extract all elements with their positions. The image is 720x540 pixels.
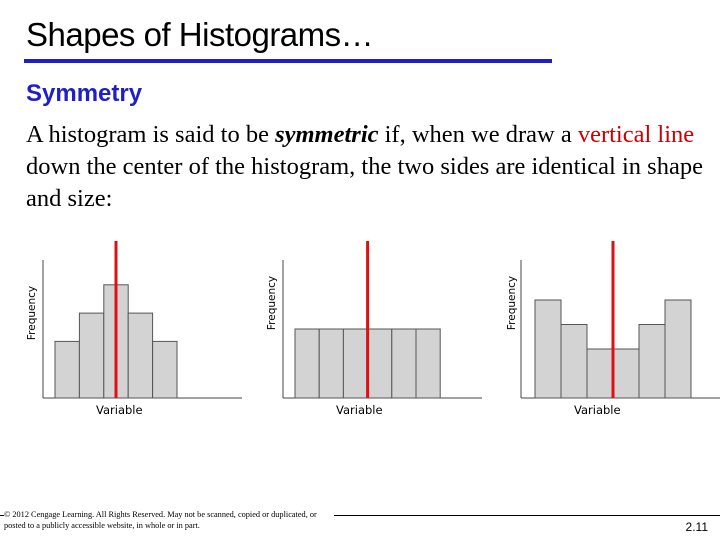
y-axis-label: Frequency — [506, 275, 518, 331]
histogram-bar — [128, 313, 152, 398]
emphasis-symmetric: symmetric — [275, 121, 379, 148]
section-heading: Symmetry — [26, 80, 143, 107]
x-axis-label: Variable — [336, 403, 383, 417]
histogram-bar — [295, 329, 319, 398]
body-text-part-3: down the center of the histogram, the two sides are identical in shape and size: — [26, 153, 703, 212]
body-text-part-2: if, when we draw a — [378, 121, 578, 148]
histogram-bar — [416, 329, 440, 398]
y-axis-label: Frequency — [26, 285, 38, 341]
body-paragraph — [26, 119, 716, 215]
body-text-part-1: A histogram is said to be — [26, 121, 276, 148]
histogram-bar — [153, 341, 177, 398]
histogram-bar — [613, 349, 639, 398]
histogram-bar — [368, 329, 392, 398]
slide-title: Shapes of Histograms… — [26, 16, 374, 53]
highlight-vertical-line: vertical line — [577, 121, 695, 148]
y-axis-label: Frequency — [266, 275, 278, 331]
histogram-bar — [561, 325, 587, 399]
histogram-bar — [319, 329, 343, 398]
title-underline — [24, 59, 552, 63]
histogram-symmetric-peaked — [22, 232, 242, 432]
histogram-bar — [639, 325, 665, 399]
x-axis-label: Variable — [574, 403, 621, 417]
histogram-plot — [22, 232, 242, 432]
histogram-bar — [343, 329, 367, 398]
page-number: 2.11 — [685, 520, 708, 534]
copyright-notice: © 2012 Cengage Learning. All Rights Reserved. May not be scanned, copied or duplicated, or posted to a publicly accessible website, in whole or in part. — [4, 509, 334, 531]
histogram-bar — [665, 300, 691, 398]
histogram-symmetric-uniform — [262, 232, 482, 432]
x-axis-label: Variable — [96, 403, 143, 417]
histogram-bar — [587, 349, 613, 398]
histogram-bar — [535, 300, 561, 398]
histogram-symmetric-bimodal — [502, 232, 720, 432]
histogram-bar — [79, 313, 103, 398]
histogram-plot — [262, 232, 482, 432]
histogram-bar — [392, 329, 416, 398]
histogram-plot — [502, 232, 720, 432]
histogram-bar — [55, 341, 79, 398]
